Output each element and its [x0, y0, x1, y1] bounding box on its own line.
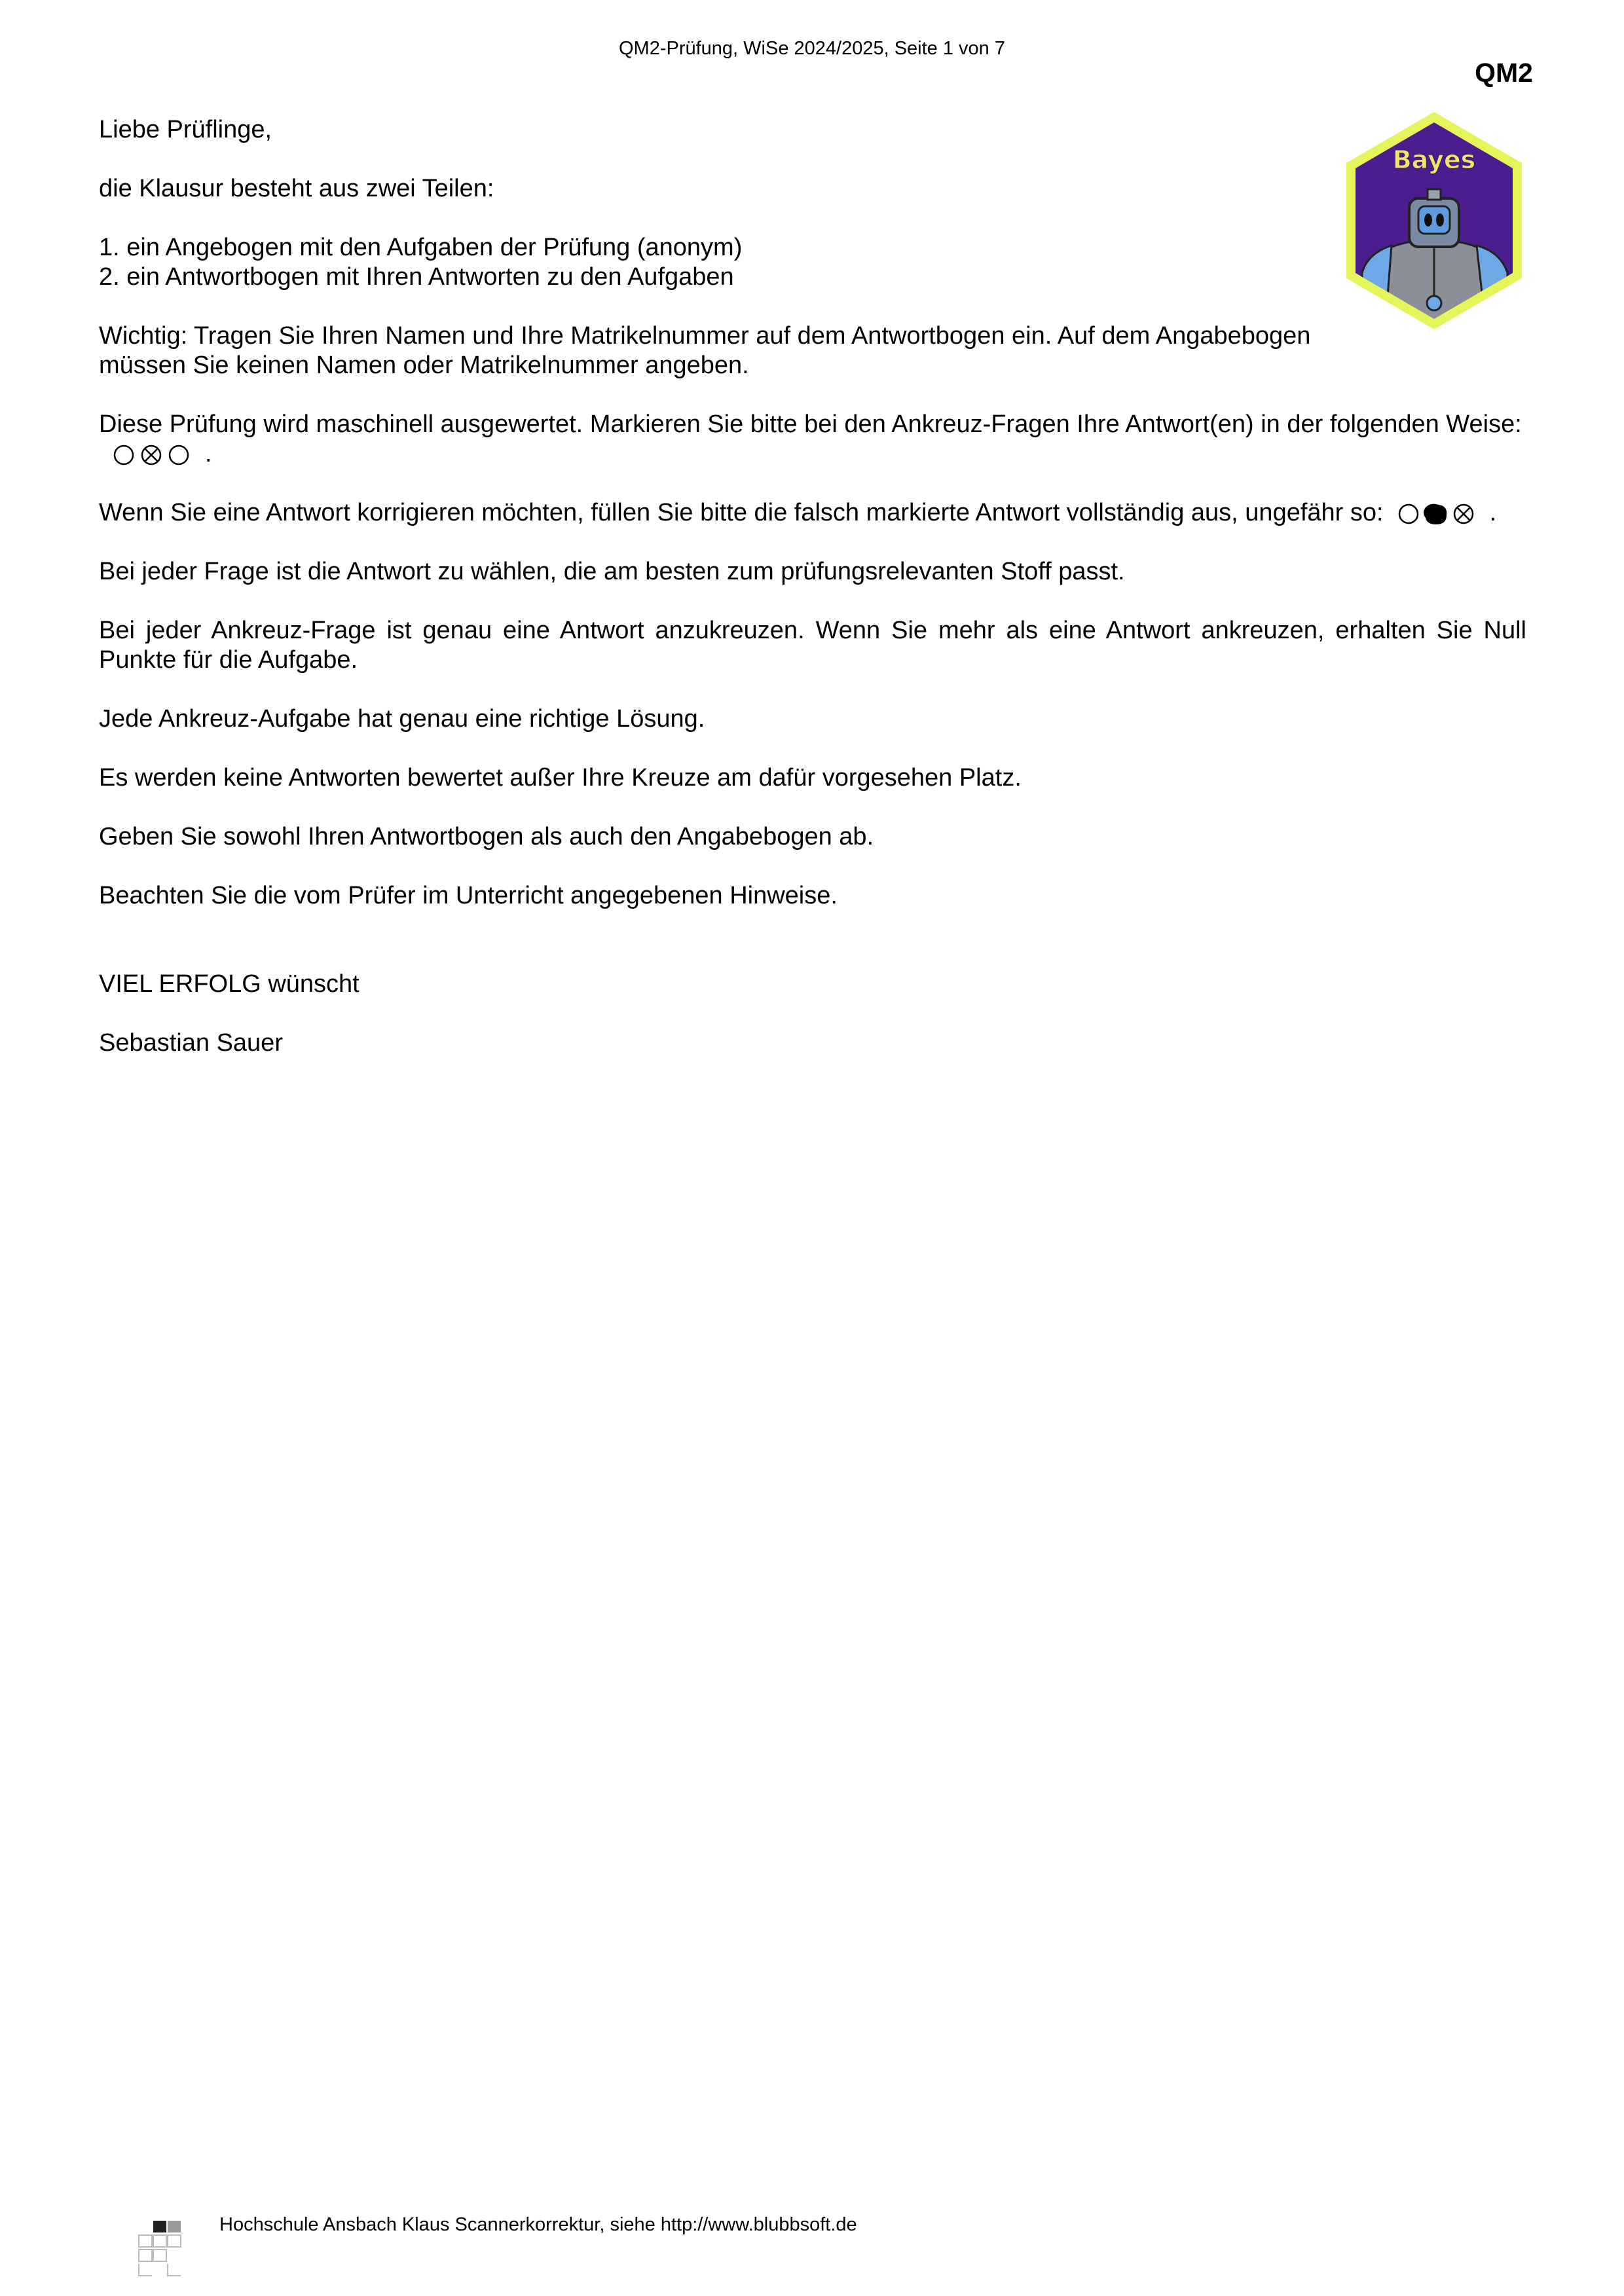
best-answer-rule: Bei jeder Frage ist die Antwort zu wählen, die am besten zum prüfungsrelevanten Stoff passt.	[99, 558, 1125, 585]
scanner-logo-icon	[138, 2217, 183, 2280]
correction-end: .	[1489, 499, 1497, 526]
one-solution-rule: Jede Ankreuz-Aufgabe hat genau eine richtige Lösung.	[99, 705, 705, 733]
one-answer-rule: Bei jeder Ankreuz-Frage ist genau eine Antwort anzukreuzen. Wenn Sie mehr als eine Antwort ankreuzen, erhalten Sie Null Punkte für die Aufgabe.	[99, 617, 1526, 674]
submit-rule: Geben Sie sowohl Ihren Antwortbogen als auch den Angabebogen ab.	[99, 823, 874, 850]
correction-example-icons	[1395, 501, 1481, 527]
correction-example	[1395, 501, 1481, 527]
hints-rule: Beachten Sie die vom Prüfer im Unterricht angegebenen Hinweise.	[99, 882, 838, 909]
filled-circle-icon	[1424, 504, 1447, 524]
only-crosses-rule: Es werden keine Antworten bewertet außer Ihre Kreuze am dafür vorgesehen Platz.	[99, 764, 1022, 792]
correction-text: Wenn Sie eine Antwort korrigieren möchten, füllen Sie bitte die falsch markierte Antwort vollständig aus, ungefähr so:	[99, 499, 1384, 526]
empty-circle-icon	[170, 446, 188, 464]
marking-instructions	[99, 410, 1526, 469]
closing: VIEL ERFOLG wünscht	[99, 970, 360, 998]
signature: Sebastian Sauer	[99, 1029, 283, 1057]
part-item: 1. ein Angebogen mit den Aufgaben der Prüfung (anonym)	[99, 234, 743, 261]
running-header: QM2-Prüfung, WiSe 2024/2025, Seite 1 von 7	[618, 38, 1005, 59]
marking-example	[111, 442, 196, 468]
marking-text: Diese Prüfung wird maschinell ausgewertet. Markieren Sie bitte bei den Ankreuz-Fragen Ihre Antwort(en) in der folgenden Weise:	[99, 410, 1522, 438]
important-note: Wichtig: Tragen Sie Ihren Namen und Ihre Matrikelnummer auf dem Antwortbogen ein. Auf dem Angabebogen müssen Sie keinen Namen oder Matrikelnummer angeben.	[99, 322, 1311, 379]
instructions	[99, 115, 1526, 1087]
empty-circle-icon	[115, 446, 133, 464]
intro: die Klausur besteht aus zwei Teilen:	[99, 175, 494, 202]
parts-list	[99, 233, 1526, 292]
greeting: Liebe Prüflinge,	[99, 116, 272, 143]
course-code: QM2	[1475, 58, 1533, 88]
marking-end: .	[205, 440, 212, 467]
logo-label: Bayes	[1392, 145, 1476, 174]
marking-example-icons	[111, 442, 196, 468]
empty-circle-icon	[1399, 505, 1418, 523]
correction-instructions	[99, 498, 1526, 528]
footer-text: Hochschule Ansbach Klaus Scannerkorrektur, siehe http://www.blubbsoft.de	[219, 2214, 857, 2235]
part-item: 2. ein Antwortbogen mit Ihren Antworten zu den Aufgaben	[99, 263, 734, 291]
